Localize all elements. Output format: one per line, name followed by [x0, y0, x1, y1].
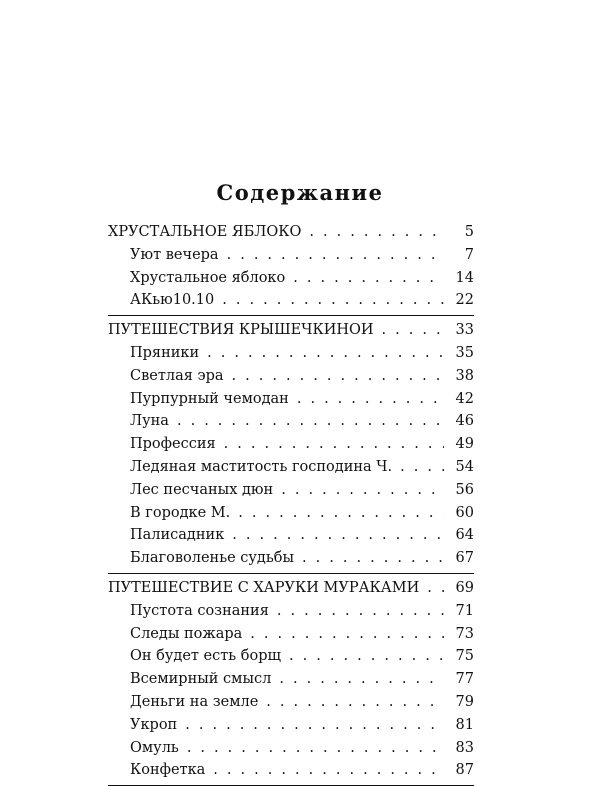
- toc-entry[interactable]: [108, 694, 474, 717]
- dot-leader: [187, 740, 444, 756]
- toc-page-number: 71: [455, 602, 474, 619]
- toc-page-number: 87: [455, 762, 474, 779]
- toc-section-heading[interactable]: [108, 322, 474, 345]
- toc-entry-label: Палисадник: [130, 527, 225, 544]
- dot-leader: [289, 648, 444, 664]
- dot-leader: [266, 694, 444, 710]
- toc-entry-label: Следы пожара: [130, 625, 243, 642]
- toc-page-number: 38: [455, 367, 474, 384]
- toc-entry[interactable]: [108, 505, 474, 528]
- toc-entry[interactable]: [108, 740, 474, 763]
- toc-entry[interactable]: [108, 527, 474, 550]
- dot-leader: [400, 459, 444, 475]
- dot-leader: [227, 247, 444, 263]
- toc-section-heading[interactable]: [108, 580, 474, 603]
- toc-entry-label: АКью10.10: [130, 292, 215, 309]
- toc-page-number: 79: [455, 693, 474, 710]
- toc-entry[interactable]: [108, 459, 474, 482]
- toc-page-number: 69: [455, 579, 474, 596]
- toc-entry[interactable]: [108, 436, 474, 459]
- toc-entry-label: Деньги на земле: [130, 693, 259, 710]
- toc-section: [108, 322, 474, 574]
- toc-page-number: 7: [464, 246, 474, 263]
- toc-section: [108, 580, 474, 786]
- toc-section-heading[interactable]: [108, 224, 474, 247]
- toc-page-number: 81: [455, 716, 474, 733]
- toc-entry[interactable]: [108, 671, 474, 694]
- toc-page-number: 49: [455, 436, 474, 453]
- dot-leader: [222, 292, 444, 308]
- dot-leader: [232, 527, 444, 543]
- toc-page-number: 75: [455, 648, 474, 665]
- toc-entry[interactable]: [108, 413, 474, 436]
- toc-page-number: 67: [455, 550, 474, 567]
- page-title: Содержание: [216, 180, 384, 205]
- toc-entry[interactable]: [108, 345, 474, 368]
- toc-entry-label: Лес песчаных дюн: [130, 481, 274, 498]
- toc-entry[interactable]: [108, 762, 474, 785]
- dot-leader: [309, 224, 444, 240]
- toc-entry[interactable]: [108, 626, 474, 649]
- toc-entry-label: Ледяная маститость господина Ч.: [130, 458, 393, 475]
- toc-page-number: 14: [455, 269, 474, 286]
- toc-entry[interactable]: [108, 717, 474, 740]
- toc-entry-label: Луна: [130, 413, 169, 430]
- toc-heading-label: ХРУСТАЛЬНОЕ ЯБЛОКО: [108, 224, 302, 240]
- dot-leader: [279, 671, 444, 687]
- toc-entry[interactable]: [108, 292, 474, 315]
- toc-page-number: 42: [455, 390, 474, 407]
- toc-section: [108, 224, 474, 316]
- toc-heading-label: ПУТЕШЕСТВИЕ С ХАРУКИ МУРАКАМИ: [108, 579, 420, 596]
- toc-entry-label: Уют вечера: [130, 246, 219, 263]
- toc-page-number: 22: [455, 292, 474, 309]
- toc-entry[interactable]: [108, 391, 474, 414]
- dot-leader: [238, 505, 444, 521]
- toc-entry-label: Светлая эра: [130, 367, 224, 384]
- dot-leader: [224, 436, 444, 452]
- toc-page-number: 73: [455, 625, 474, 642]
- dot-leader: [302, 550, 444, 566]
- toc-entry[interactable]: [108, 270, 474, 293]
- toc-page-number: 60: [455, 504, 474, 521]
- toc-entry-label: Укроп: [130, 716, 178, 733]
- dot-leader: [382, 322, 444, 338]
- toc-heading-label: ПУТЕШЕСТВИЯ КРЫШЕЧКИНОЙ: [108, 322, 374, 339]
- dot-leader: [277, 603, 444, 619]
- toc-page-number: 35: [455, 344, 474, 361]
- dot-leader: [207, 345, 444, 361]
- toc-page-number: 77: [455, 671, 474, 688]
- dot-leader: [293, 270, 444, 286]
- dot-leader: [185, 717, 444, 733]
- toc-page-number: 33: [455, 322, 474, 339]
- toc-page-number: 5: [464, 224, 474, 240]
- toc-entry-label: Он будет есть борщ: [130, 648, 282, 665]
- toc-entry-label: Омуль: [130, 739, 179, 756]
- dot-leader: [250, 626, 444, 642]
- toc-entry[interactable]: [108, 247, 474, 270]
- dot-leader: [232, 368, 444, 384]
- dot-leader: [177, 413, 444, 429]
- toc-entry-label: Хрустальное яблоко: [130, 269, 286, 286]
- toc-entry[interactable]: [108, 603, 474, 626]
- toc-page-number: 56: [455, 481, 474, 498]
- toc-entry[interactable]: [108, 482, 474, 505]
- toc-entry-label: Пустота сознания: [130, 602, 269, 619]
- toc-entry-label: Пурпурный чемодан: [130, 390, 289, 407]
- toc-page-number: 46: [455, 413, 474, 430]
- toc-page-number: 64: [455, 527, 474, 544]
- dot-leader: [213, 762, 444, 778]
- toc-entry-label: Пряники: [130, 344, 200, 361]
- table-of-contents: [108, 224, 474, 786]
- toc-entry-label: Профессия: [130, 436, 216, 453]
- toc-entry[interactable]: [108, 550, 474, 573]
- toc-entry-label: Благоволенье судьбы: [130, 550, 295, 567]
- toc-entry-label: Всемирный смысл: [130, 671, 272, 688]
- toc-entry-label: Конфетка: [130, 762, 206, 779]
- dot-leader: [297, 391, 444, 407]
- toc-page-number: 54: [455, 458, 474, 475]
- dot-leader: [281, 482, 444, 498]
- dot-leader: [427, 580, 444, 596]
- toc-entry[interactable]: [108, 648, 474, 671]
- toc-entry-label: В городке М.: [130, 504, 231, 521]
- toc-page-number: 83: [455, 739, 474, 756]
- toc-entry[interactable]: [108, 368, 474, 391]
